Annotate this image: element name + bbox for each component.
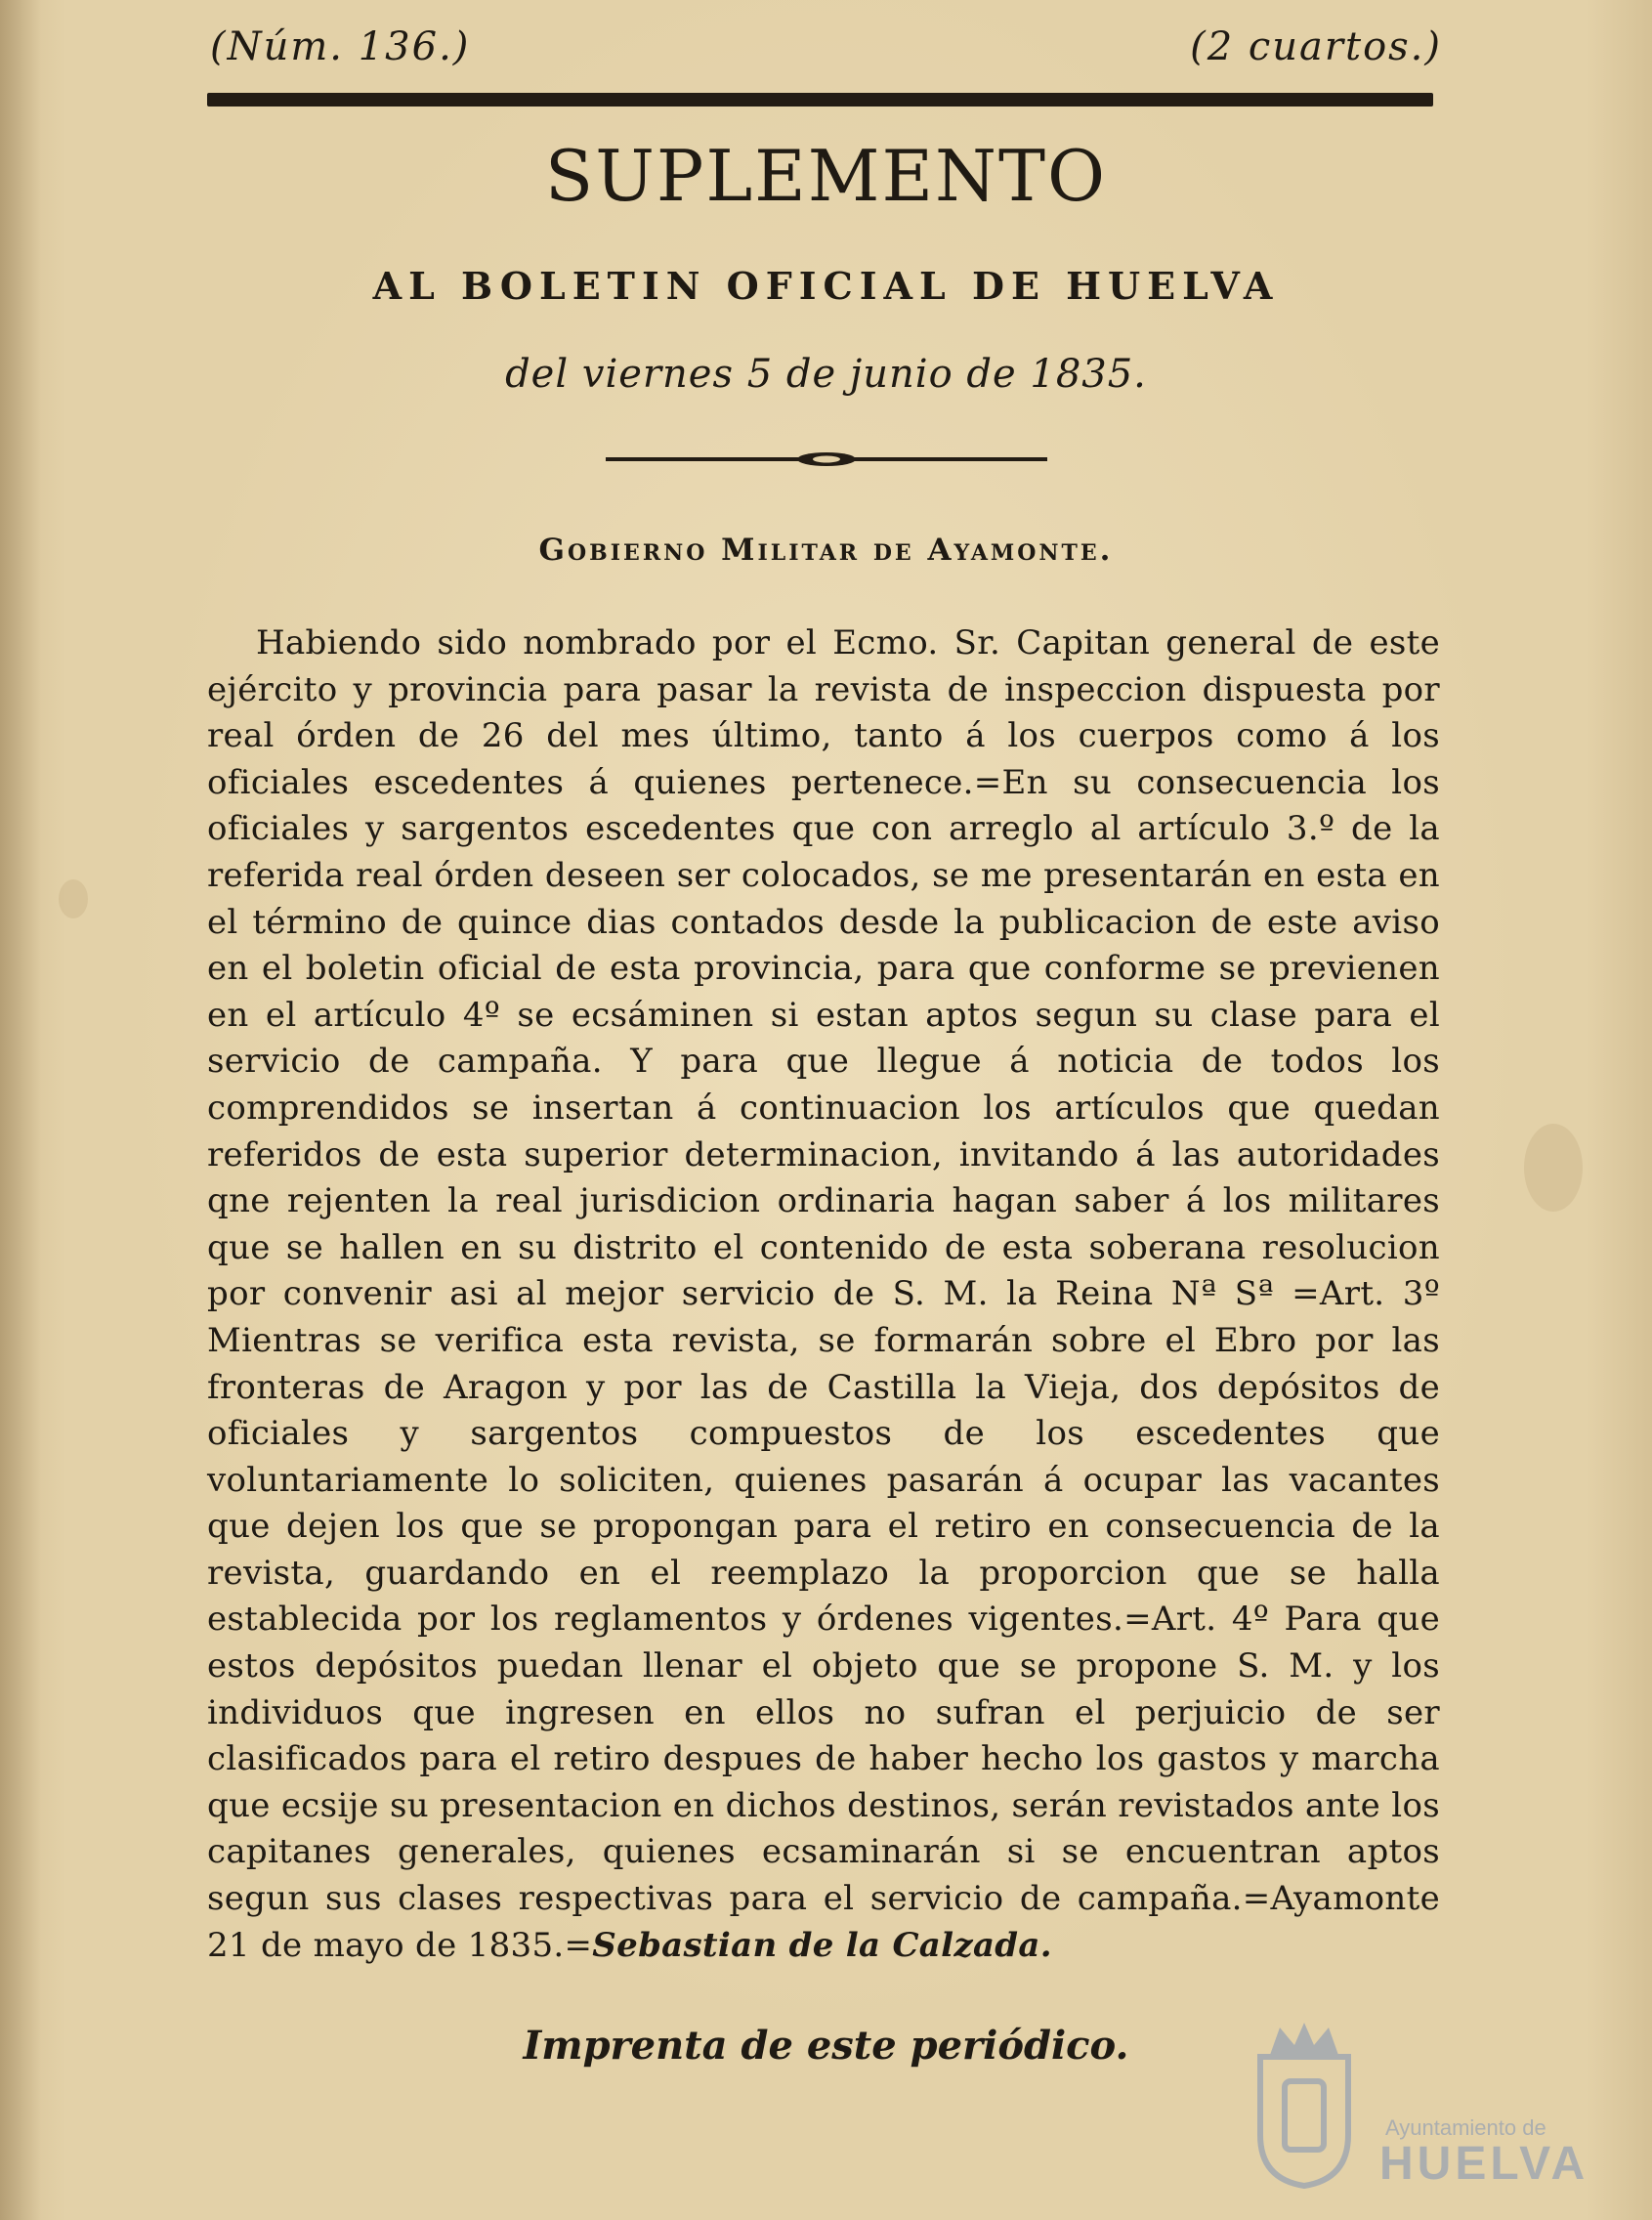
issue-number: (Núm. 136.) xyxy=(210,24,471,69)
paper-stain xyxy=(1524,1124,1583,1212)
issue-price: (2 cuartos.) xyxy=(1190,24,1442,69)
article-signature: Sebastian de la Calzada. xyxy=(592,1925,1052,1965)
watermark-line2: HUELVA xyxy=(1379,2138,1589,2190)
section-heading: Gobierno Militar de Ayamonte. xyxy=(538,533,1114,568)
masthead-subtitle: AL BOLETIN OFICIAL DE HUELVA xyxy=(372,264,1280,308)
shield-icon xyxy=(1250,2018,1358,2189)
masthead-dateline: del viernes 5 de junio de 1835. xyxy=(505,352,1147,397)
ornament-divider xyxy=(606,449,1047,469)
header-line xyxy=(210,18,1442,76)
archive-watermark xyxy=(1250,2018,1589,2199)
paper-stain xyxy=(59,879,88,918)
header-rule xyxy=(207,93,1433,107)
watermark-line1: Ayuntamiento de xyxy=(1385,2115,1546,2140)
article-text: Habiendo sido nombrado por el Ecmo. Sr. Capitan general de este ejército y provincia para pasar la revista de inspeccion dispuesta por real órden de 26 del mes último, tanto á los cuerpos como á los oficiales escedentes á quienes pertenece.=En su consecuencia los oficiales y sargentos escedentes que con arreglo al artículo 3.º de la referida real órden deseen ser colocados, se me presentarán en esta en el término de quince dias contados desde la publicacion de este aviso en el boletin oficial de esta provincia, para que conforme se previenen en el artículo 4º se ecsáminen si estan aptos segun su clase para el servicio de campaña. Y para que llegue á noticia de todos los comprendidos se insertan á continuacion los artículos que quedan referidos de esta superior determinacion, invitando á las autoridades qne rejenten la real jurisdicion ordinaria hagan saber á los militares que se hallen en su distrito el contenido de esta soberana resolucion por convenir asi al mejor servicio de S. M. la Reina Nª Sª =Art. 3º Mientras se verifica esta revista, se formarán sobre el Ebro por las fronteras de Aragon y por las de Castilla la Vieja, dos depósitos de oficiales y sargentos compuestos de los escedentes que voluntariamente lo soliciten, quienes pasarán á ocupar las vacantes que dejen los que se propongan para el retiro en consecuencia de la revista, guardando en el reemplazo la proporcion que se halla establecida por los reglamentos y órdenes vigentes.=Art. 4º Para que estos depósitos puedan llenar el objeto que se propone S. M. y los individuos que ingresen en ellos no sufran el perjuicio de ser clasificados para el retiro despues de haber hecho los gastos y marcha que ecsije su presentacion en dichos destinos, serán revistados ante los capitanes generales, quienes ecsaminarán si se encuentran aptos segun sus clases respectivas para el servicio de campaña.=Ayamonte 21 de mayo de 1835.= xyxy=(207,623,1440,1965)
imprint-line: Imprenta de este periódico. xyxy=(523,2023,1129,2069)
page-edge-shadow xyxy=(0,0,41,2220)
masthead-title: SUPLEMENTO xyxy=(544,135,1108,217)
article-body xyxy=(207,620,1440,1969)
